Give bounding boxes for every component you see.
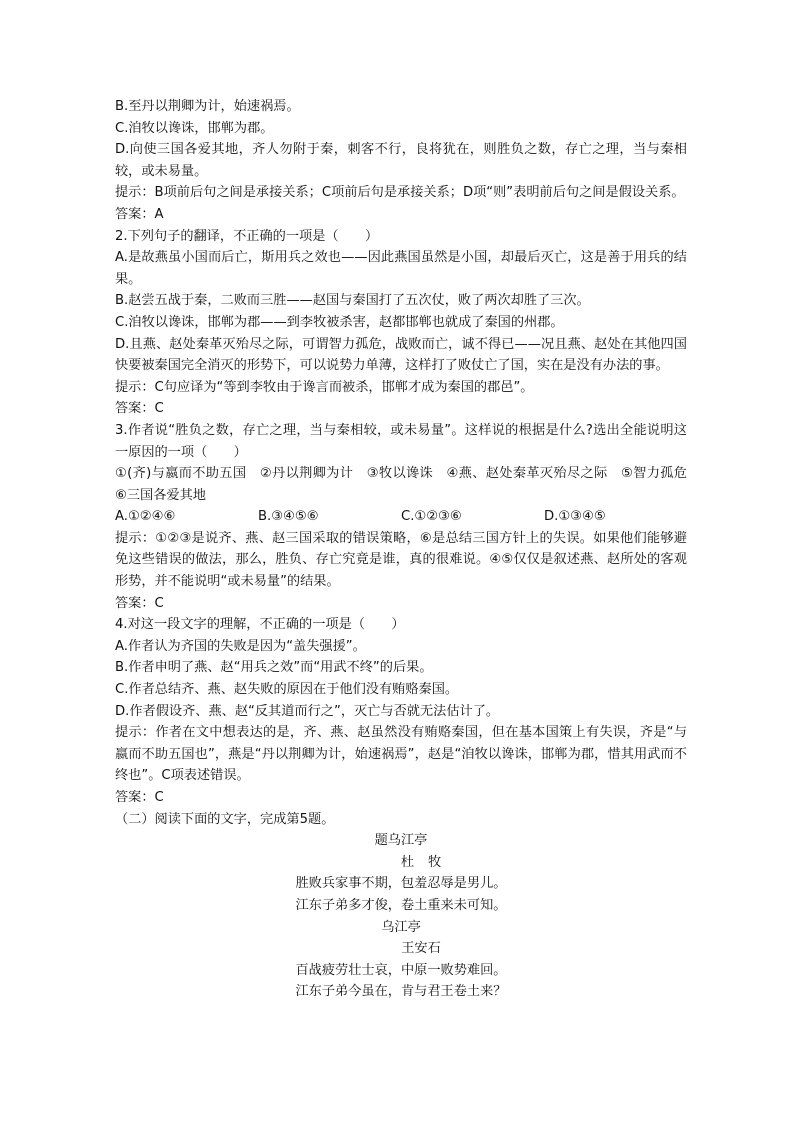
q1-option-b: B.至丹以荆卿为计，始速祸焉。 bbox=[115, 99, 300, 114]
q2-stem: 2.下列句子的翻译，不正确的一项是（ ） bbox=[115, 228, 379, 244]
q3-answer: 答案：C bbox=[115, 595, 164, 611]
q3-choice-b: B.③④⑤⑥ bbox=[258, 509, 319, 525]
q3-choices bbox=[115, 506, 687, 528]
poem2-line: 江东子弟今虽在，肯与君王卷土来？ bbox=[295, 984, 507, 1000]
q4-option-b: B.作者申明了燕、赵“用兵之效”而“用武不终”的后果。 bbox=[115, 660, 433, 676]
q3-choice-a: A.①②④⑥ bbox=[115, 509, 176, 525]
q1-option-c: C.洎牧以谗诛，邯郸为郡。 bbox=[115, 120, 274, 136]
q2-answer: 答案：C bbox=[115, 401, 164, 417]
q1-answer: 答案：A bbox=[115, 206, 164, 222]
poem1-title: 题乌江亭 bbox=[374, 833, 428, 849]
poem1-line: 胜败兵家事不期，包羞忍辱是男儿。 bbox=[295, 876, 507, 892]
q2-option-d: D.且燕、赵处秦革灭殆尽之际，可谓智力孤危，战败而亡，诚不得已——况且燕、赵处在其他四国快要被秦国完全消灭的形势下，可以说势力单薄，这样打了败仗亡了国，实在是没有办法的事。 bbox=[115, 336, 687, 374]
q2-hint: 提示：C句应译为“等到李牧由于谗言而被杀，邯郸才成为秦国的郡邑”。 bbox=[115, 379, 534, 395]
q3-items: ①(齐)与嬴而不助五国 ②丹以荆卿为计 ③牧以谗诛 ④燕、赵处秦革灭殆尽之际 ⑤智力孤危 ⑥三国各爱其地 bbox=[115, 466, 701, 503]
poem2-title: 乌江亭 bbox=[381, 919, 421, 935]
poem1-line: 江东子弟多才俊，卷土重来未可知。 bbox=[295, 897, 507, 913]
q3-stem: 3.作者说“胜负之数，存亡之理，当与秦相较，或未易量”。这样说的根据是什么?选出全能说明这一原因的一项（ ） bbox=[115, 422, 687, 460]
q1-option-d: D.向使三国各爱其地，齐人勿附于秦，刺客不行，良将犹在，则胜负之数，存亡之理，当与秦相较，或未易量。 bbox=[115, 142, 687, 179]
poem1-author bbox=[115, 852, 687, 874]
q3-choice-c: C.①②③⑥ bbox=[401, 509, 462, 525]
poem2-line: 百战疲劳壮士哀，中原一败势难回。 bbox=[295, 962, 507, 978]
poem1-author-family: 牧 bbox=[428, 854, 442, 870]
poem2-author: 王安石 bbox=[401, 941, 441, 957]
q4-option-c: C.作者总结齐、燕、赵失败的原因在于他们没有贿赂秦国。 bbox=[115, 682, 459, 698]
q3-hint: 提示：①②③是说齐、燕、赵三国采取的错误策略，⑥是总结三国方针上的失误。如果他们能够避免这些错误的做法，那么，胜负、存亡究竟是谁，真的很难说。④⑤仅仅是叙述燕、赵所处的客观形势，并不能说明“或未易量”的结果。 bbox=[115, 530, 687, 590]
q2-option-a: A.是故燕虽小国而后亡，斯用兵之效也——因此燕国虽然是小国，却最后灭亡，这是善于用兵的结果。 bbox=[115, 250, 687, 287]
document-page bbox=[115, 96, 701, 1003]
poem1-author-given: 杜 bbox=[400, 854, 414, 870]
q4-option-a: A.作者认为齐国的失败是因为“盖失强援”。 bbox=[115, 638, 366, 654]
q1-hint: 提示：B项前后句之间是承接关系；C项前后句是承接关系；D项“则”表明前后句之间是假设关系。 bbox=[115, 185, 685, 201]
q2-option-b: B.赵尝五战于秦，二败而三胜——赵国与秦国打了五次仗，败了两次却胜了三次。 bbox=[115, 293, 590, 309]
q4-stem: 4.对这一段文字的理解，不正确的一项是（ ） bbox=[115, 617, 405, 633]
q4-hint: 提示：作者在文中想表达的是，齐、燕、赵虽然没有贿赂秦国，但在基本国策上有失误，齐是“与嬴而不助五国也”，燕是“丹以荆卿为计，始速祸焉”，赵是“洎牧以谗诛，邯郸为郡，惜其用武而不终也”。C项表述错误。 bbox=[115, 725, 687, 784]
q4-answer: 答案：C bbox=[115, 790, 164, 805]
q2-option-c: C.洎牧以谗诛，邯郸为郡——到李牧被杀害，赵都邯郸也就成了秦国的州郡。 bbox=[115, 314, 564, 330]
q3-choice-d: D.①③④⑤ bbox=[544, 509, 606, 525]
q4-option-d: D.作者假设齐、燕、赵“反其道而行之”，灭亡与否就无法估计了。 bbox=[115, 703, 500, 719]
section2-heading: （二）阅读下面的文字，完成第5题。 bbox=[115, 811, 335, 827]
